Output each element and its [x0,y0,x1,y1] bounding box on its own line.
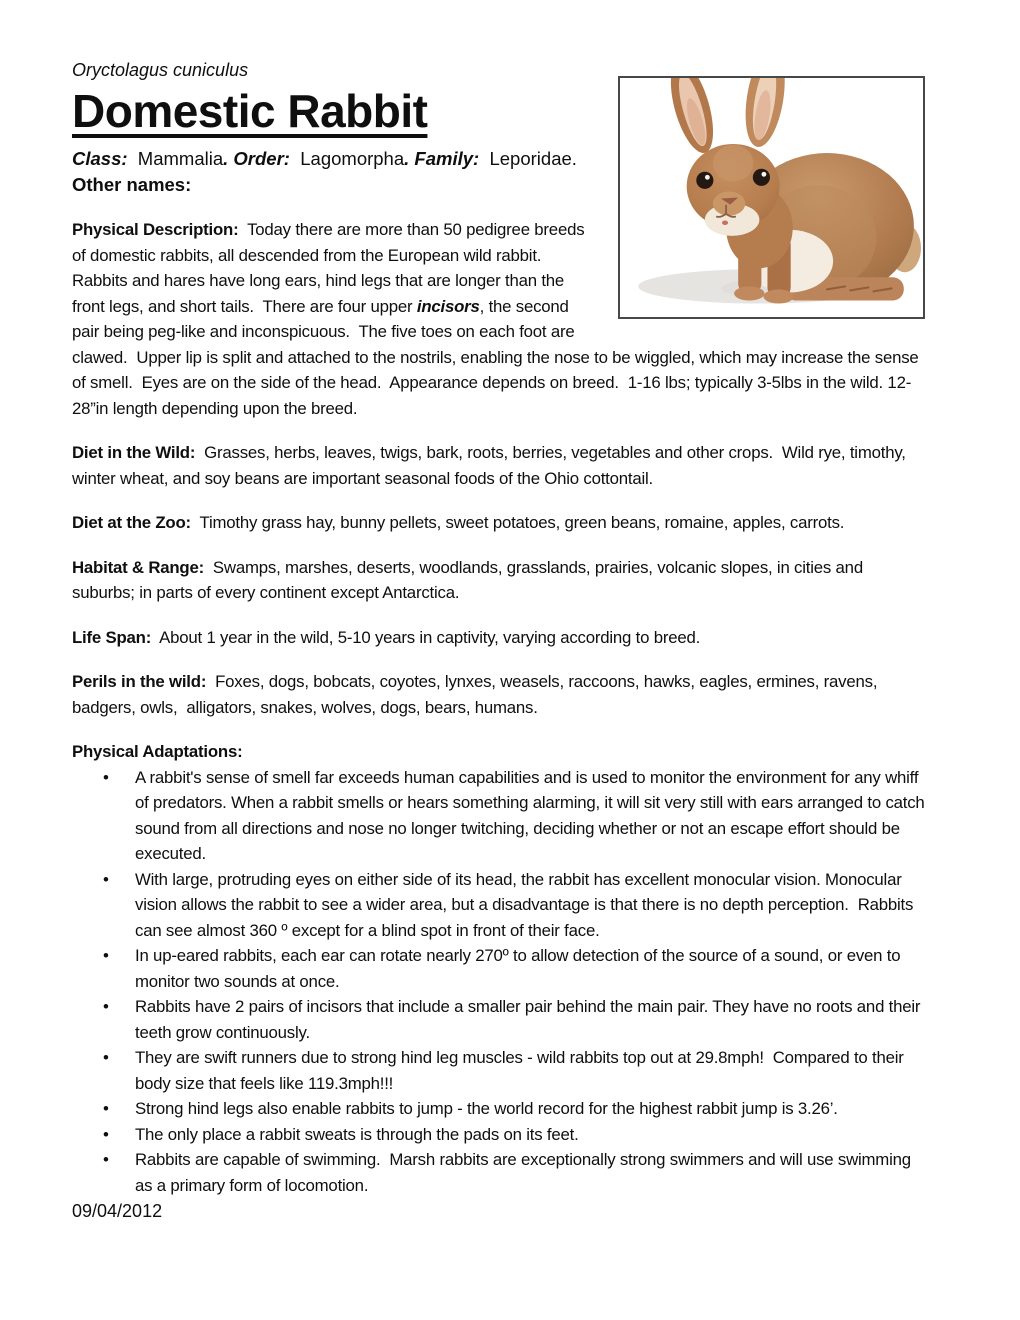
text-segment: Swamps, marshes, deserts, woodlands, grasslands, prairies, volcanic slopes, in cities and suburbs; in parts of every continent except Antarctica. [72,557,868,602]
bullet-item: • Rabbits are capable of swimming. Marsh rabbits are exceptionally strong swimmers and will use swimming as a primary form of locomotion. [72,1147,925,1198]
rabbit-ear-left [662,78,721,157]
text-segment: . [223,148,234,169]
bullet-item: • In up-eared rabbits, each ear can rotate nearly 270º to allow detection of the source of a sound, or even to monitor two sounds at once. [72,943,925,994]
bullet-item: • They are swift runners due to strong hind leg muscles - wild rabbits top out at 29.8mph! Compared to their body size that feels like 119.3mph!!! [72,1045,925,1096]
scientific-name: Oryctolagus cuniculus [72,60,249,80]
text-segment: Diet in the Wild: [72,443,196,462]
text-segment: Class: [72,148,128,169]
text-segment: Leporidae. [479,148,577,169]
text-segment: Perils in the wild: [72,672,207,691]
text-segment: About 1 year in the wild, 5-10 years in captivity, varying according to breed. [151,627,701,647]
other-names-label: Other names: [72,174,192,195]
date: 09/04/2012 [72,1201,163,1221]
text-segment: Lagomorpha [289,148,405,169]
rabbit-ear-right [739,78,790,150]
bullet-item: • A rabbit's sense of smell far exceeds human capabilities and is used to monitor the environment for any whiff of predators. When a rabbit smells or hears something alarming, it will sit very still with ears arranged to catch sound from all directions and nose no longer twitching, deciding whether or not an escape effort should be executed. [72,765,925,867]
adaptations-list [72,765,930,1199]
text-segment: incisors [416,296,480,316]
text-segment: . [404,148,415,169]
section-diet-wild [72,440,925,491]
rabbit-photo [618,76,925,319]
rabbit-illustration [620,78,923,317]
text-segment: Grasses, herbs, leaves, twigs, bark, roots, berries, vegetables and other crops. Wild rye, timothy, winter wheat, and soy beans are important seasonal foods of the Ohio cottontail. [72,443,911,488]
section-perils [72,669,925,720]
rabbit-eye-right [753,169,770,186]
bullet-item: • The only place a rabbit sweats is through the pads on its feet. [72,1122,925,1148]
bullet-item: • Strong hind legs also enable rabbits to jump - the world record for the highest rabbit jump is 3.26’. [72,1096,925,1122]
bullet-item: • Rabbits have 2 pairs of incisors that include a smaller pair behind the main pair. They have no roots and their teeth grow continuously. [72,994,925,1045]
section-diet-zoo [72,510,925,536]
rabbit-eye-left [696,172,713,189]
text-segment: Habitat & Range: [72,557,204,577]
text-segment: Life Span: [72,627,152,647]
text-segment: Timothy grass hay, bunny pellets, sweet potatoes, green beans, romaine, apples, carrots. [190,513,845,532]
page-title: Domestic Rabbit [72,85,428,137]
section-habitat-range [72,555,925,606]
text-segment: Mammalia [127,148,224,169]
text-segment: Diet at the Zoo: [72,513,191,532]
bullet-item: • With large, protruding eyes on either side of its head, the rabbit has excellent monocular vision. Monocular vision allows the rabbit to see a wider area, but a disadvantage is that there is no depth perception. Rabbits can see almost 360 º except for a blind spot in front of their face. [72,867,925,944]
section-life-span [72,625,925,651]
text-segment: Physical Description: [72,220,239,239]
section-adaptations-heading: Physical Adaptations: [72,742,243,761]
text-segment: Foxes, dogs, bobcats, coyotes, lynxes, weasels, raccoons, hawks, eagles, ermines, ravens, badgers, owls, alligators, snakes, wolves, dogs, bears, humans. [72,672,882,717]
text-segment: Today there are more than 50 pedigree breeds of domestic rabbits, all descended from the European wild rabbit. Rabbits and hares have long ears, hind legs that are longer than the front legs, and short tails. There are four upper [72,220,589,316]
text-segment: , the second pair being peg-like and inconspicuous. The five toes on each foot are clawed. Upper lip is split and attached to the nostrils, enabling the nose to be wiggled, which may increase the sense of smell. Eyes are on the side of the head. Appearance depends on breed. 1-16 lbs; typically 3-5lbs in the wild. 12-28”in length depending upon the breed. [72,296,923,418]
text-segment: Family: [414,148,480,169]
text-segment: Order: [233,148,290,169]
